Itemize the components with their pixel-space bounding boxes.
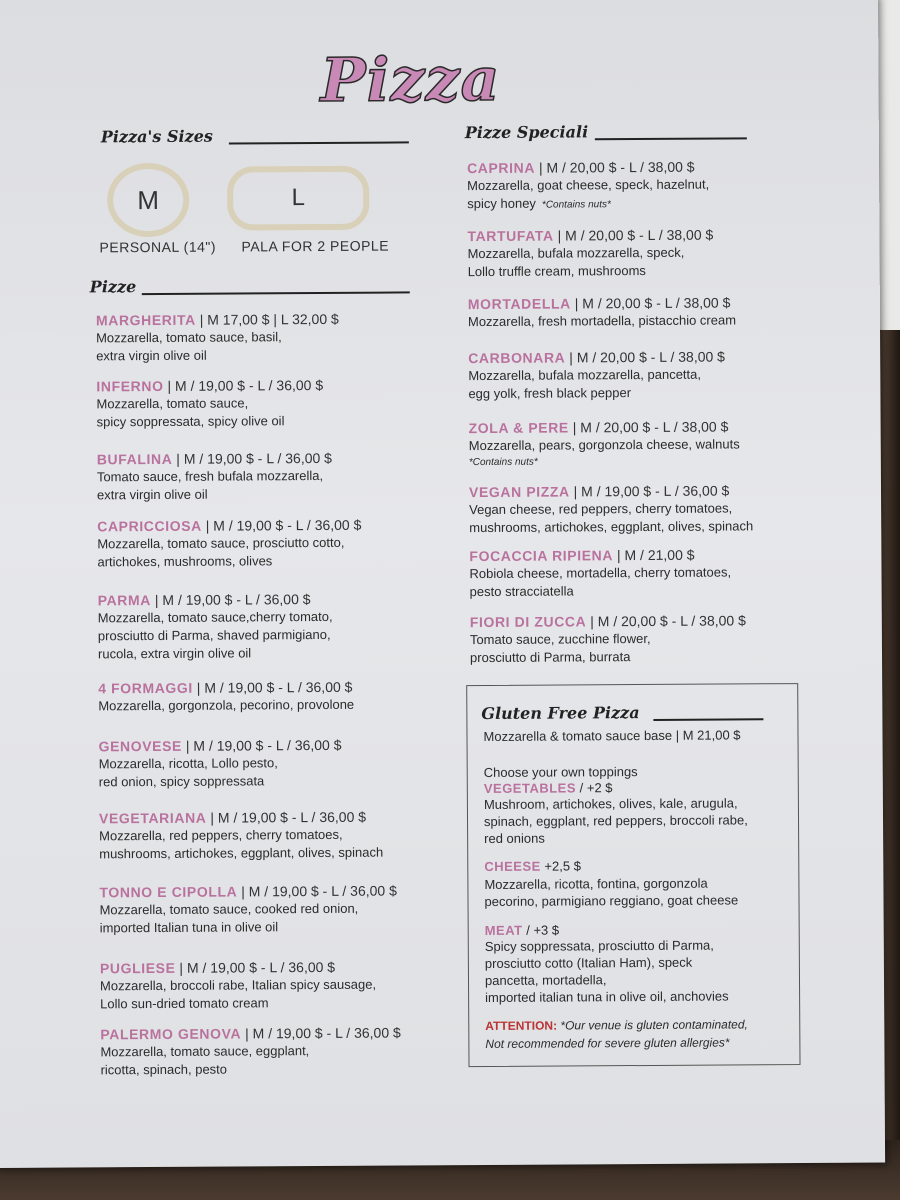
item-desc: Mozzarella, broccoli rabe, Italian spicy sausage, — [99, 976, 377, 994]
item-desc: mushrooms, artichokes, eggplant, olives, spinach — [99, 844, 384, 862]
menu-item — [469, 481, 753, 537]
menu-item — [467, 226, 713, 282]
item-desc: Mozzarella, tomato sauce, cooked red onion, — [99, 900, 359, 918]
meat-line: imported italian tuna in olive oil, anchovies — [485, 988, 729, 1005]
menu-item — [98, 590, 333, 663]
item-name: CAPRINA — [466, 159, 536, 177]
vegetables-line: red onions — [484, 830, 545, 846]
menu-item — [99, 736, 342, 791]
item-desc: Vegan cheese, red peppers, cherry tomatoes, — [469, 500, 733, 518]
attention-text: *Our venue is gluten contaminated, — [560, 1017, 748, 1033]
pizze-heading: Pizze — [89, 277, 137, 297]
item-desc: Mozzarella, bufala mozzarella, pancetta, — [468, 366, 702, 384]
nuts-note: *Contains nuts* — [541, 199, 611, 211]
menu-item — [470, 611, 746, 667]
item-price: | M / 19,00 $ - L / 36,00 $ — [245, 1024, 401, 1042]
item-desc: imported Italian tuna in olive oil — [99, 919, 279, 936]
item-desc: rucola, extra virgin olive oil — [97, 645, 252, 662]
item-desc: Robiola cheese, mortadella, cherry tomatoes, — [469, 564, 732, 582]
vegetables-label: VEGETABLES — [483, 780, 577, 796]
item-desc: spicy honey — [467, 195, 536, 212]
menu-item — [99, 882, 397, 938]
menu-item — [97, 516, 361, 572]
item-desc: Mozzarella, gorgonzola, pecorino, provolone — [98, 696, 355, 714]
menu-item — [97, 449, 332, 504]
item-name: PALERMO GENOVA — [100, 1025, 242, 1043]
meat-list — [485, 936, 729, 1005]
cheese-label: CHEESE — [484, 858, 541, 874]
item-desc: Mozzarella, tomato sauce, prosciutto cotto, — [97, 534, 345, 552]
attention-line-1 — [485, 1016, 748, 1035]
sizes-heading-rule — [229, 141, 409, 144]
item-desc: Mozzarella, goat cheese, speck, hazelnut, — [467, 176, 710, 194]
item-name: GENOVESE — [98, 737, 182, 755]
item-name: INFERNO — [96, 377, 164, 395]
item-price: | M / 20,00 $ - L / 38,00 $ — [538, 158, 695, 176]
item-desc: Tomato sauce, zucchine flower, — [469, 630, 651, 648]
item-price: | M 17,00 $ | L 32,00 $ — [199, 310, 339, 328]
item-price: | M / 19,00 $ - L / 36,00 $ — [573, 482, 730, 500]
attention-line-2: Not recommended for severe gluten allergies* — [485, 1035, 730, 1051]
item-price: | M / 19,00 $ - L / 36,00 $ — [167, 376, 324, 394]
item-desc: Mozzarella, tomato sauce, — [96, 395, 249, 412]
item-price: | M / 19,00 $ - L / 36,00 $ — [185, 736, 342, 754]
vegetables-price: / +2 $ — [579, 780, 613, 796]
pizze-heading-rule — [142, 291, 410, 295]
item-name: PUGLIESE — [99, 959, 176, 977]
size-l-symbol: L — [291, 184, 305, 212]
attention-label: ATTENTION: — [485, 1018, 558, 1033]
item-name: PARMA — [97, 592, 152, 609]
gluten-free-heading: Gluten Free Pizza — [481, 703, 640, 723]
item-price: | M / 20,00 $ - L / 38,00 $ — [590, 612, 746, 630]
vegetables-list — [484, 794, 748, 847]
menu-item — [467, 158, 709, 215]
item-price: | M / 19,00 $ - L / 36,00 $ — [179, 958, 336, 976]
menu-item — [468, 293, 736, 331]
item-price: | M / 20,00 $ - L / 38,00 $ — [569, 348, 725, 366]
item-desc: Tomato sauce, fresh bufala mozzarella, — [96, 467, 324, 485]
sizes-heading: Pizza's Sizes — [100, 126, 213, 147]
item-desc: Lollo truffle cream, mushrooms — [467, 262, 646, 280]
item-price: | M / 21,00 $ — [616, 546, 695, 564]
size-m-label: PERSONAL (14") — [99, 238, 217, 256]
item-desc: ricotta, spinach, pesto — [100, 1061, 228, 1078]
nuts-note: *Contains nuts* — [468, 456, 538, 469]
cheese-line: pecorino, parmigiano reggiano, goat cheese — [484, 892, 739, 909]
meat-line: pancetta, mortadella, — [484, 972, 607, 988]
item-desc: Mozzarella, tomato sauce, basil, — [96, 329, 282, 346]
menu-item — [469, 417, 740, 470]
size-m-badge — [107, 163, 189, 237]
item-name: CAPRICCIOSA — [97, 517, 202, 535]
item-price: | M / 19,00 $ - L / 36,00 $ — [196, 678, 353, 696]
menu-item — [100, 958, 376, 1014]
item-name: VEGAN PIZZA — [468, 483, 570, 501]
item-name: 4 FORMAGGI — [98, 679, 193, 697]
speciali-heading-rule — [595, 137, 747, 140]
item-name: VEGETARIANA — [98, 809, 207, 827]
item-name: FOCACCIA RIPIENA — [469, 547, 614, 565]
item-desc: egg yolk, fresh black pepper — [468, 385, 632, 402]
item-desc: Mozzarella, bufala mozzarella, speck, — [467, 244, 685, 262]
size-l-label: PALA FOR 2 PEOPLE — [241, 237, 390, 255]
vegetables-line: Mushroom, artichokes, olives, kale, arugula, — [483, 795, 738, 812]
vegetables-line: spinach, eggplant, red peppers, broccoli rabe, — [483, 812, 748, 829]
item-price: | M / 19,00 $ - L / 36,00 $ — [154, 591, 311, 608]
item-price: | M / 19,00 $ - L / 36,00 $ — [176, 449, 332, 467]
gluten-free-box — [466, 683, 800, 1067]
item-desc: Mozzarella, fresh mortadella, pistacchio cream — [467, 312, 737, 330]
menu-title: Pizza — [320, 44, 501, 116]
menu-item — [469, 545, 731, 601]
menu-item — [100, 1023, 401, 1079]
meat-line: Spicy soppressata, prosciutto di Parma, — [484, 937, 714, 954]
item-name: FIORI DI ZUCCA — [469, 613, 587, 631]
item-desc: red onion, spicy soppressata — [98, 773, 265, 790]
item-price: | M / 19,00 $ - L / 36,00 $ — [241, 882, 397, 900]
item-desc: pesto stracciatella — [469, 583, 574, 600]
menu-item — [99, 808, 383, 864]
speciali-heading: Pizze Speciali — [464, 122, 589, 143]
item-desc: Mozzarella, ricotta, Lollo pesto, — [98, 755, 278, 772]
item-name: TARTUFATA — [467, 227, 554, 245]
gluten-free-choose: Choose your own toppings — [483, 764, 638, 780]
size-m-symbol: M — [137, 184, 160, 215]
item-price: | M / 19,00 $ - L / 36,00 $ — [205, 516, 362, 534]
item-name: BUFALINA — [96, 450, 173, 468]
item-name: CARBONARA — [468, 349, 566, 367]
item-name: MARGHERITA — [95, 311, 196, 329]
gluten-free-base: Mozzarella & tomato sauce base | M 21,00 $ — [483, 727, 741, 744]
item-price: | M / 20,00 $ - L / 38,00 $ — [557, 226, 714, 244]
item-desc: Mozzarella, tomato sauce,cherry tomato, — [97, 608, 333, 626]
meat-label: MEAT — [484, 922, 523, 938]
item-name: MORTADELLA — [467, 295, 571, 313]
item-desc: Mozzarella, tomato sauce, eggplant, — [100, 1043, 310, 1060]
item-desc: Lollo sun-dried tomato cream — [100, 995, 269, 1012]
cheese-line: Mozzarella, ricotta, fontina, gorgonzola — [484, 875, 708, 892]
item-desc: prosciutto di Parma, burrata — [469, 649, 631, 666]
item-desc: Mozzarella, red peppers, cherry tomatoes, — [99, 826, 343, 844]
cheese-heading — [484, 857, 581, 875]
meat-heading — [485, 922, 559, 939]
item-desc: artichokes, mushrooms, olives — [97, 553, 273, 570]
item-price: | M / 19,00 $ - L / 36,00 $ — [210, 808, 367, 826]
item-desc: Mozzarella, pears, gorgonzola cheese, walnuts — [468, 436, 740, 454]
item-price: | M / 20,00 $ - L / 38,00 $ — [572, 418, 729, 436]
item-desc: extra virgin olive oil — [96, 486, 208, 503]
cheese-price: +2,5 $ — [544, 858, 581, 874]
menu-item — [468, 348, 725, 404]
item-desc: prosciutto di Parma, shaved parmigiano, — [97, 626, 331, 644]
item-price: | M / 20,00 $ - L / 38,00 $ — [574, 294, 731, 312]
cheese-list — [484, 874, 738, 910]
item-name: ZOLA & PERE — [468, 419, 569, 437]
menu-item — [96, 376, 323, 431]
item-desc: spicy soppressata, spicy olive oil — [96, 413, 285, 430]
meat-price: / +3 $ — [526, 922, 560, 938]
gluten-free-heading-rule — [653, 718, 763, 721]
item-name: TONNO E CIPOLLA — [99, 883, 238, 901]
meat-line: prosciutto cotto (Italian Ham), speck — [484, 954, 693, 971]
item-desc: mushrooms, artichokes, eggplant, olives, spinach — [469, 518, 754, 536]
menu-item — [96, 310, 339, 365]
menu-item — [98, 678, 354, 716]
item-desc: extra virgin olive oil — [96, 347, 207, 364]
size-l-badge — [227, 166, 369, 231]
